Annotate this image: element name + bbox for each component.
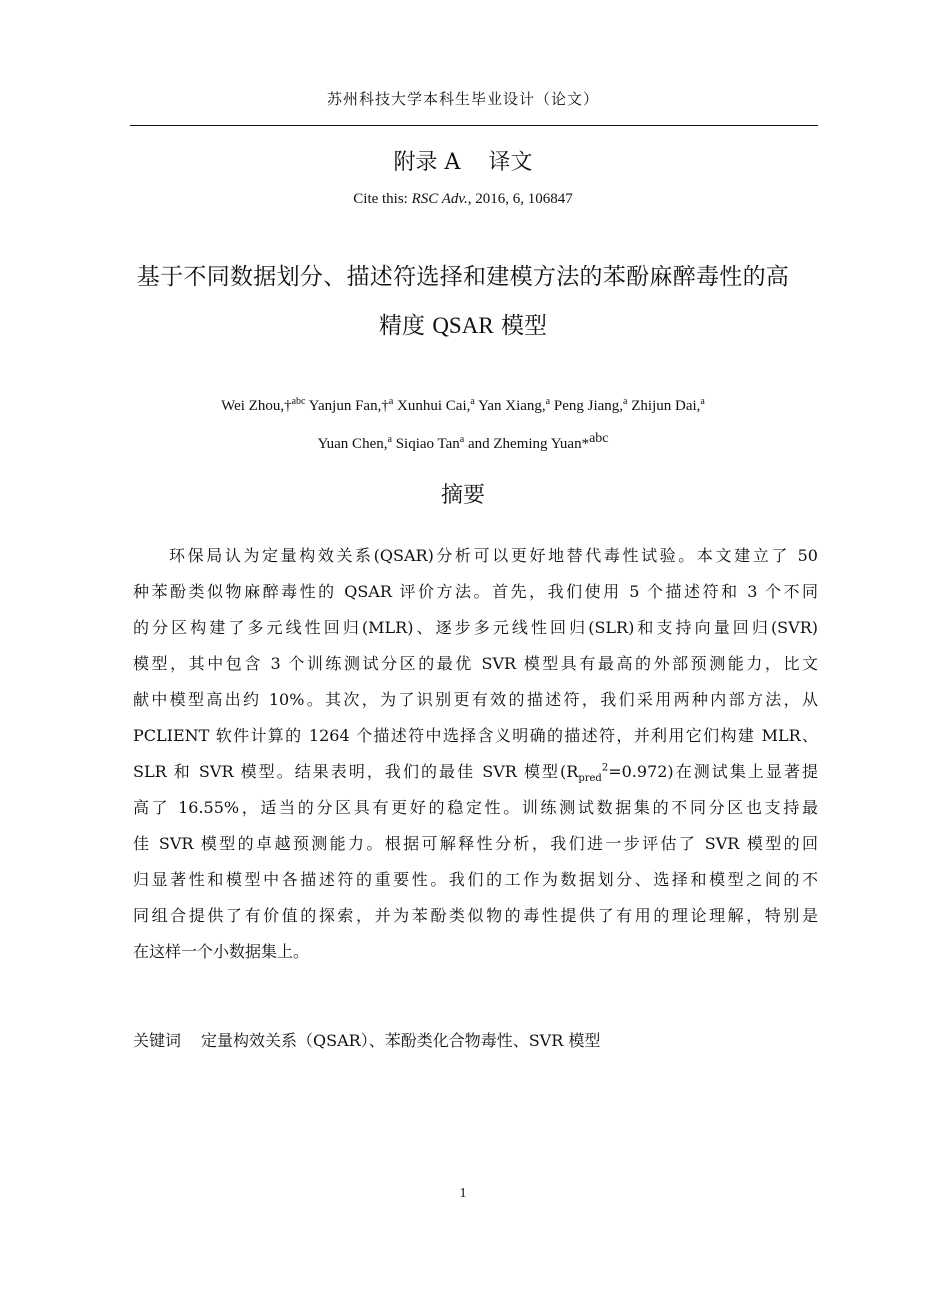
keywords bbox=[133, 1028, 600, 1051]
author-affiliation: a bbox=[459, 434, 465, 445]
cite-details: , 2016, 6, 106847 bbox=[467, 191, 573, 207]
abstract-line-part: 在测试集上显著提 bbox=[673, 762, 818, 781]
author: Peng Jiang, bbox=[550, 398, 624, 414]
cite-prefix: Cite this: bbox=[353, 191, 412, 207]
paper-title-line-1: 基于不同数据划分、描述符选择和建模方法的苯酚麻醉毒性的高 bbox=[136, 264, 790, 290]
abstract-line: 种苯酚类似物麻醉毒性的 QSAR 评价方法。首先，我们使用 5 个描述符和 3 个不同 bbox=[133, 582, 818, 601]
author: Siqiao Tan bbox=[391, 436, 460, 452]
author-affiliation: a bbox=[388, 396, 394, 407]
header-rule bbox=[130, 125, 818, 126]
author-affiliation: a bbox=[470, 396, 475, 407]
author: Yanjun Fan,† bbox=[305, 398, 389, 414]
author: Wei Zhou,† bbox=[221, 398, 292, 414]
author-affiliation: a bbox=[387, 434, 392, 445]
keywords-label: 关键词 bbox=[133, 1031, 182, 1050]
author-affiliation: a bbox=[623, 396, 628, 407]
r-subscript: pred bbox=[578, 773, 602, 785]
abstract-line: 同组合提供了有价值的探索，并为苯酚类似物的毒性提供了有用的理论理解，特别是 bbox=[133, 906, 818, 925]
abstract-line: 模型，其中包含 3 个训练测试分区的最优 SVR 模型具有最高的外部预测能力，比文 bbox=[133, 654, 818, 673]
abstract-line: 佳 SVR 模型的卓越预测能力。根据可解释性分析，我们进一步评估了 SVR 模型的回 bbox=[133, 834, 818, 853]
abstract-line-formula bbox=[133, 754, 818, 790]
appendix-heading bbox=[0, 145, 926, 176]
author-affiliation: a bbox=[545, 396, 551, 407]
author-affiliation: abc bbox=[589, 431, 609, 446]
author-line-1 bbox=[0, 396, 926, 415]
abstract-line-part: SLR 和 SVR 模型。结果表明，我们的最佳 SVR 模型(R bbox=[133, 762, 579, 781]
abstract-body bbox=[133, 538, 818, 970]
abstract-line: PCLIENT 软件计算的 1264 个描述符中选择含义明确的描述符，并利用它们构建 MLR、 bbox=[133, 726, 818, 745]
r-superscript: 2 bbox=[601, 762, 609, 774]
author: Yan Xiang, bbox=[474, 398, 546, 414]
author: Xunhui Cai, bbox=[393, 398, 471, 414]
abstract-heading: 摘要 bbox=[440, 483, 485, 508]
author-line-2 bbox=[0, 431, 926, 453]
title-line2-post: 模型 bbox=[493, 313, 547, 339]
running-header: 苏州科技大学本科生毕业设计（论文） bbox=[326, 90, 599, 108]
author: Zhijun Dai, bbox=[627, 398, 701, 414]
page-number: 1 bbox=[459, 1186, 467, 1201]
abstract-line: 环保局认为定量构效关系(QSAR)分析可以更好地替代毒性试验。本文建立了 50 bbox=[169, 546, 818, 565]
appendix-title: 译文 bbox=[488, 150, 533, 175]
abstract-line: 在这样一个小数据集上。 bbox=[133, 942, 310, 961]
author: and Zheming Yuan* bbox=[464, 436, 590, 452]
keywords-text: 定量构效关系（QSAR）、苯酚类化合物毒性、SVR 模型 bbox=[201, 1031, 601, 1050]
abstract-line: 高了 16.55%，适当的分区具有更好的稳定性。训练测试数据集的不同分区也支持最 bbox=[133, 798, 818, 817]
appendix-label: 附录 A bbox=[393, 150, 461, 175]
author: Yuan Chen, bbox=[317, 436, 388, 452]
r-value: =0.972) bbox=[608, 762, 674, 781]
title-line2-pre: 精度 bbox=[379, 313, 433, 339]
author-affiliation: abc bbox=[291, 396, 306, 407]
abstract-line: 的分区构建了多元线性回归(MLR)、逐步多元线性回归(SLR)和支持向量回归(SVR) bbox=[133, 618, 818, 637]
title-line2-latin: QSAR bbox=[432, 313, 494, 338]
citation bbox=[0, 191, 926, 208]
paper-title-line-2 bbox=[0, 307, 926, 340]
cite-journal: RSC Adv. bbox=[411, 191, 468, 207]
abstract-line: 归显著性和模型中各描述符的重要性。我们的工作为数据划分、选择和模型之间的不 bbox=[133, 870, 818, 889]
abstract-line: 献中模型高出约 10%。其次，为了识别更有效的描述符，我们采用两种内部方法，从 bbox=[133, 690, 818, 709]
author-affiliation: a bbox=[700, 396, 705, 407]
